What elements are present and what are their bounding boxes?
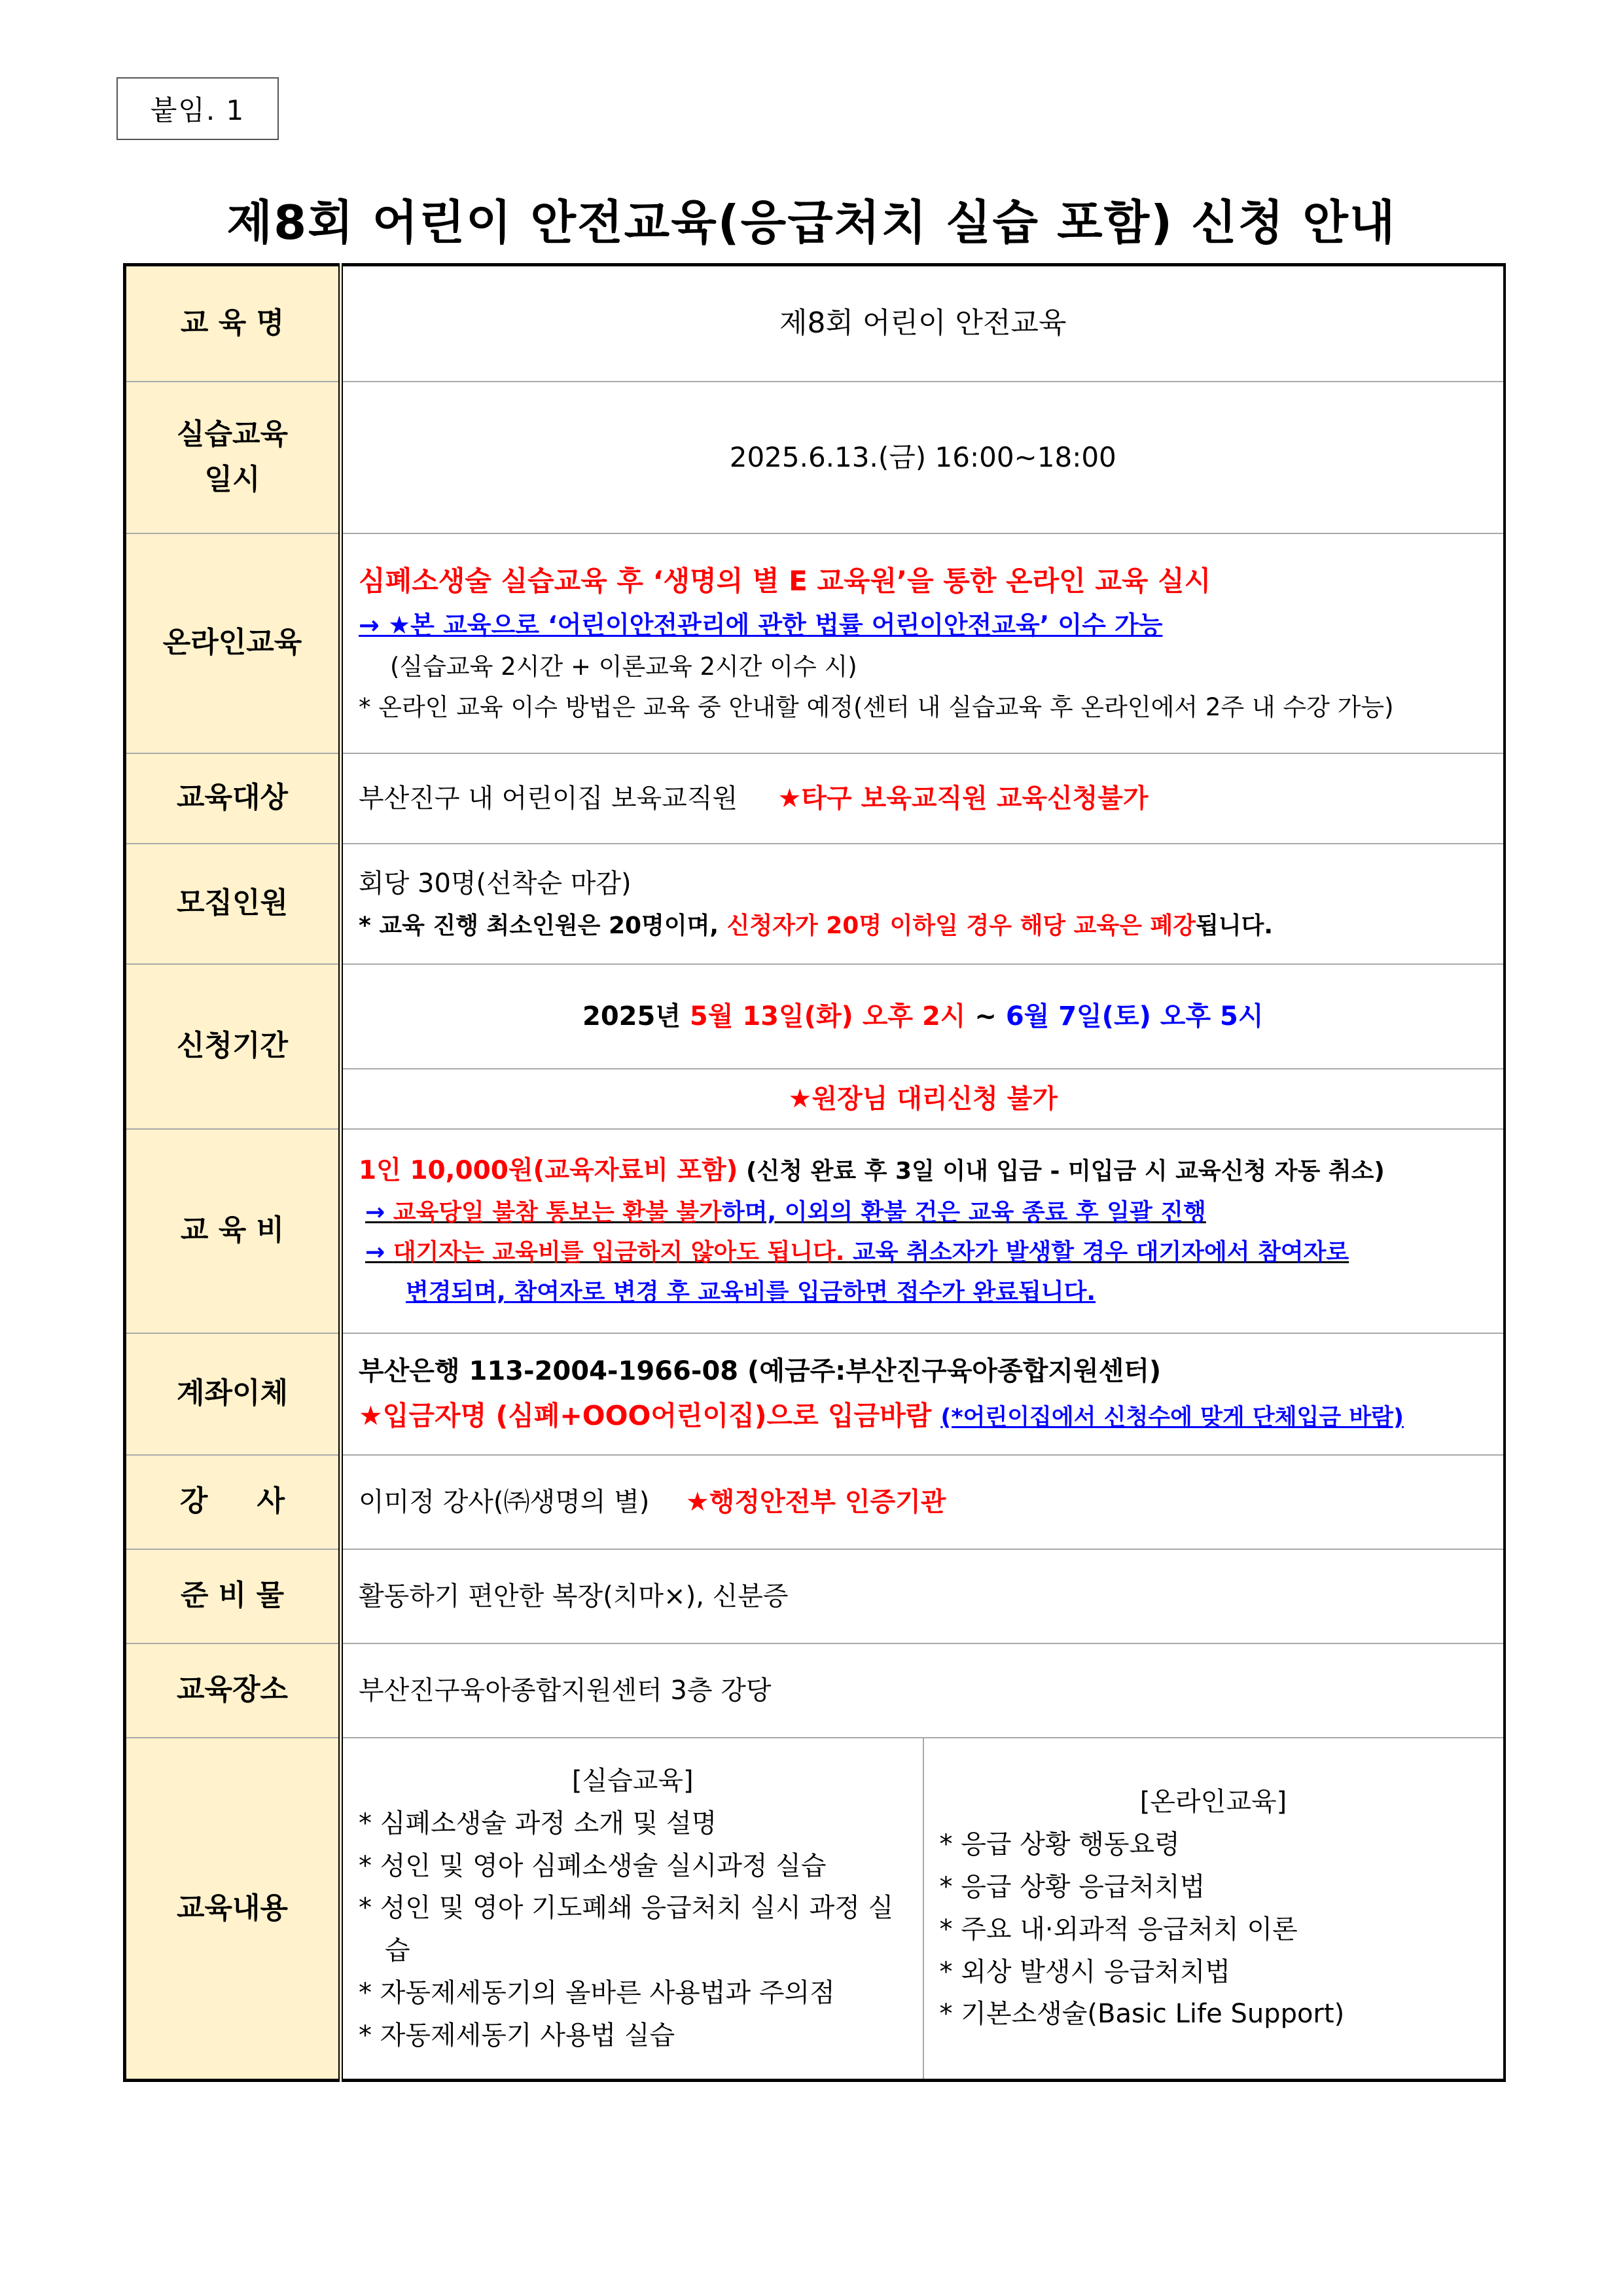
period-start: 5월 13일(화) 오후 2시 — [689, 1001, 966, 1031]
row-course-name — [125, 265, 1505, 382]
attachment-label: 붙임. 1 — [116, 77, 279, 140]
fee-line3-arrow: → — [365, 1239, 393, 1266]
fee-line2-b: 하며, 이외의 환불 건은 교육 종료 후 일괄 진행 — [721, 1198, 1206, 1226]
fee-line1 — [359, 1149, 1488, 1193]
fee-line3-a: 대기자는 교육비를 입금하지 않아도 됩니다. — [393, 1239, 845, 1266]
fee-value — [341, 1129, 1505, 1333]
online-line1: 심폐소생술 실습교육 후 ‘생명의 별 E 교육원’을 통한 온라인 교육 실시 — [359, 564, 1211, 597]
practice-title: [실습교육] — [571, 1765, 694, 1796]
label-course-name: 교 육 명 — [125, 265, 341, 382]
account-line2-b: (*어린이집에서 신청수에 맞게 단체입금 바람) — [940, 1404, 1404, 1431]
capacity-line2-b: 신청자가 20명 이하일 경우 해당 교육은 폐강 — [726, 912, 1196, 939]
label-period: 신청기간 — [125, 964, 341, 1129]
label-schedule-line2: 일시 — [204, 462, 260, 496]
target-text: 부산진구 내 어린이집 보육교직원 — [359, 783, 738, 814]
row-instructor — [125, 1455, 1505, 1549]
content-online — [923, 1738, 1505, 2081]
online-line2: → ★본 교육으로 ‘어린이안전관리에 관한 법률 어린이안전교육’ 이수 가능 — [359, 611, 1163, 639]
label-content: 교육내용 — [125, 1738, 341, 2081]
online-item: * 주요 내·외과적 응급처치 이론 — [939, 1914, 1298, 1945]
target-value — [341, 753, 1505, 844]
online-line3: (실습교육 2시간 + 이론교육 2시간 이수 시) — [390, 652, 857, 681]
label-account: 계좌이체 — [125, 1333, 341, 1455]
instructor-value — [341, 1455, 1505, 1549]
online-item: * 외상 발생시 응급처치법 — [939, 1956, 1231, 1987]
online-item: * 응급 상황 행동요령 — [939, 1829, 1180, 1860]
row-venue — [125, 1643, 1505, 1738]
venue-value: 부산진구육아종합지원센터 3층 강당 — [341, 1643, 1505, 1738]
label-venue: 교육장소 — [125, 1643, 341, 1738]
course-name-value: 제8회 어린이 안전교육 — [341, 265, 1505, 382]
capacity-line1: 회당 30명(선착순 마감) — [359, 868, 632, 899]
prep-value: 활동하기 편안한 복장(치마×), 신분증 — [341, 1549, 1505, 1643]
online-list-title: [온라인교육] — [1139, 1787, 1287, 1818]
capacity-line2-a: * 교육 진행 최소인원은 20명이며, — [359, 912, 727, 939]
label-online: 온라인교육 — [125, 533, 341, 753]
label-schedule-line1: 실습교육 — [176, 418, 288, 452]
schedule-value: 2025.6.13.(금) 16:00~18:00 — [341, 382, 1505, 533]
period-value — [341, 964, 1505, 1069]
period-year: 2025년 — [582, 1001, 690, 1031]
fee-line2-arrow: → — [365, 1198, 393, 1226]
account-line2-a: ★입금자명 (심폐+OOO어린이집)으로 입금바람 — [359, 1399, 932, 1431]
online-item: * 응급 상황 응급처치법 — [939, 1871, 1205, 1902]
account-value — [341, 1333, 1505, 1455]
online-value — [341, 533, 1505, 753]
row-online — [125, 533, 1505, 753]
capacity-line2 — [359, 906, 1488, 946]
online-line4: * 온라인 교육 이수 방법은 교육 중 안내할 예정(센터 내 실습교육 후 온라인에서 2주 내 수강 가능) — [359, 693, 1394, 722]
fee-line1-b: (신청 완료 후 3일 이내 입금 - 미입금 시 교육신청 자동 취소) — [738, 1157, 1385, 1185]
fee-line4: 변경되며, 참여자로 변경 후 교육비를 입금하면 접수가 완료됩니다. — [406, 1279, 1096, 1306]
row-target — [125, 753, 1505, 844]
row-prep — [125, 1549, 1505, 1643]
label-fee: 교 육 비 — [125, 1129, 341, 1333]
row-capacity — [125, 844, 1505, 964]
label-schedule — [125, 382, 341, 533]
content-practice — [341, 1738, 923, 2081]
practice-item: * 자동제세동기 사용법 실습 — [359, 2020, 675, 2051]
row-content — [125, 1738, 1505, 2081]
instructor-note: ★행정안전부 인증기관 — [685, 1486, 946, 1517]
fee-line2 — [359, 1193, 1488, 1232]
fee-line1-a: 1인 10,000원(교육자료비 포함) — [359, 1155, 738, 1185]
target-note: ★타구 보육교직원 교육신청불가 — [777, 783, 1149, 814]
page-title: 제8회 어린이 안전교육(응급처치 실습 포함) 신청 안내 — [226, 195, 1397, 250]
capacity-line2-c: 됩니다. — [1196, 912, 1274, 939]
period-end: 6월 7일(토) 오후 5시 — [1005, 1001, 1264, 1031]
label-target: 교육대상 — [125, 753, 341, 844]
row-period — [125, 964, 1505, 1069]
period-sep: ~ — [965, 1001, 1006, 1031]
account-line2 — [359, 1393, 1488, 1439]
capacity-value — [341, 844, 1505, 964]
period-note: ★원장님 대리신청 불가 — [341, 1069, 1505, 1129]
account-line1: 부산은행 113-2004-1966-08 (예금주:부산진구육아종합지원센터) — [359, 1355, 1162, 1386]
online-item: * 기본소생술(Basic Life Support) — [939, 1999, 1345, 2030]
fee-line3 — [359, 1232, 1488, 1272]
practice-item: * 성인 및 영아 심폐소생술 실시과정 실습 — [359, 1850, 827, 1881]
label-prep: 준 비 물 — [125, 1549, 341, 1643]
practice-item: * 성인 및 영아 기도폐쇄 응급처치 실시 과정 실습 — [359, 1893, 894, 1966]
row-schedule — [125, 382, 1505, 533]
application-info-table — [123, 263, 1506, 2082]
row-fee — [125, 1129, 1505, 1333]
row-account — [125, 1333, 1505, 1455]
label-capacity: 모집인원 — [125, 844, 341, 964]
practice-item: * 자동제세동기의 올바른 사용법과 주의점 — [359, 1977, 835, 2008]
label-instructor: 강 사 — [125, 1455, 341, 1549]
instructor-text: 이미정 강사(㈜생명의 별) — [359, 1486, 650, 1517]
practice-item: * 심폐소생술 과정 소개 및 설명 — [359, 1808, 717, 1839]
fee-line2-a: 교육당일 불참 통보는 환불 불가 — [393, 1198, 722, 1226]
fee-line3-b: 교육 취소자가 발생할 경우 대기자에서 참여자로 — [844, 1239, 1349, 1266]
